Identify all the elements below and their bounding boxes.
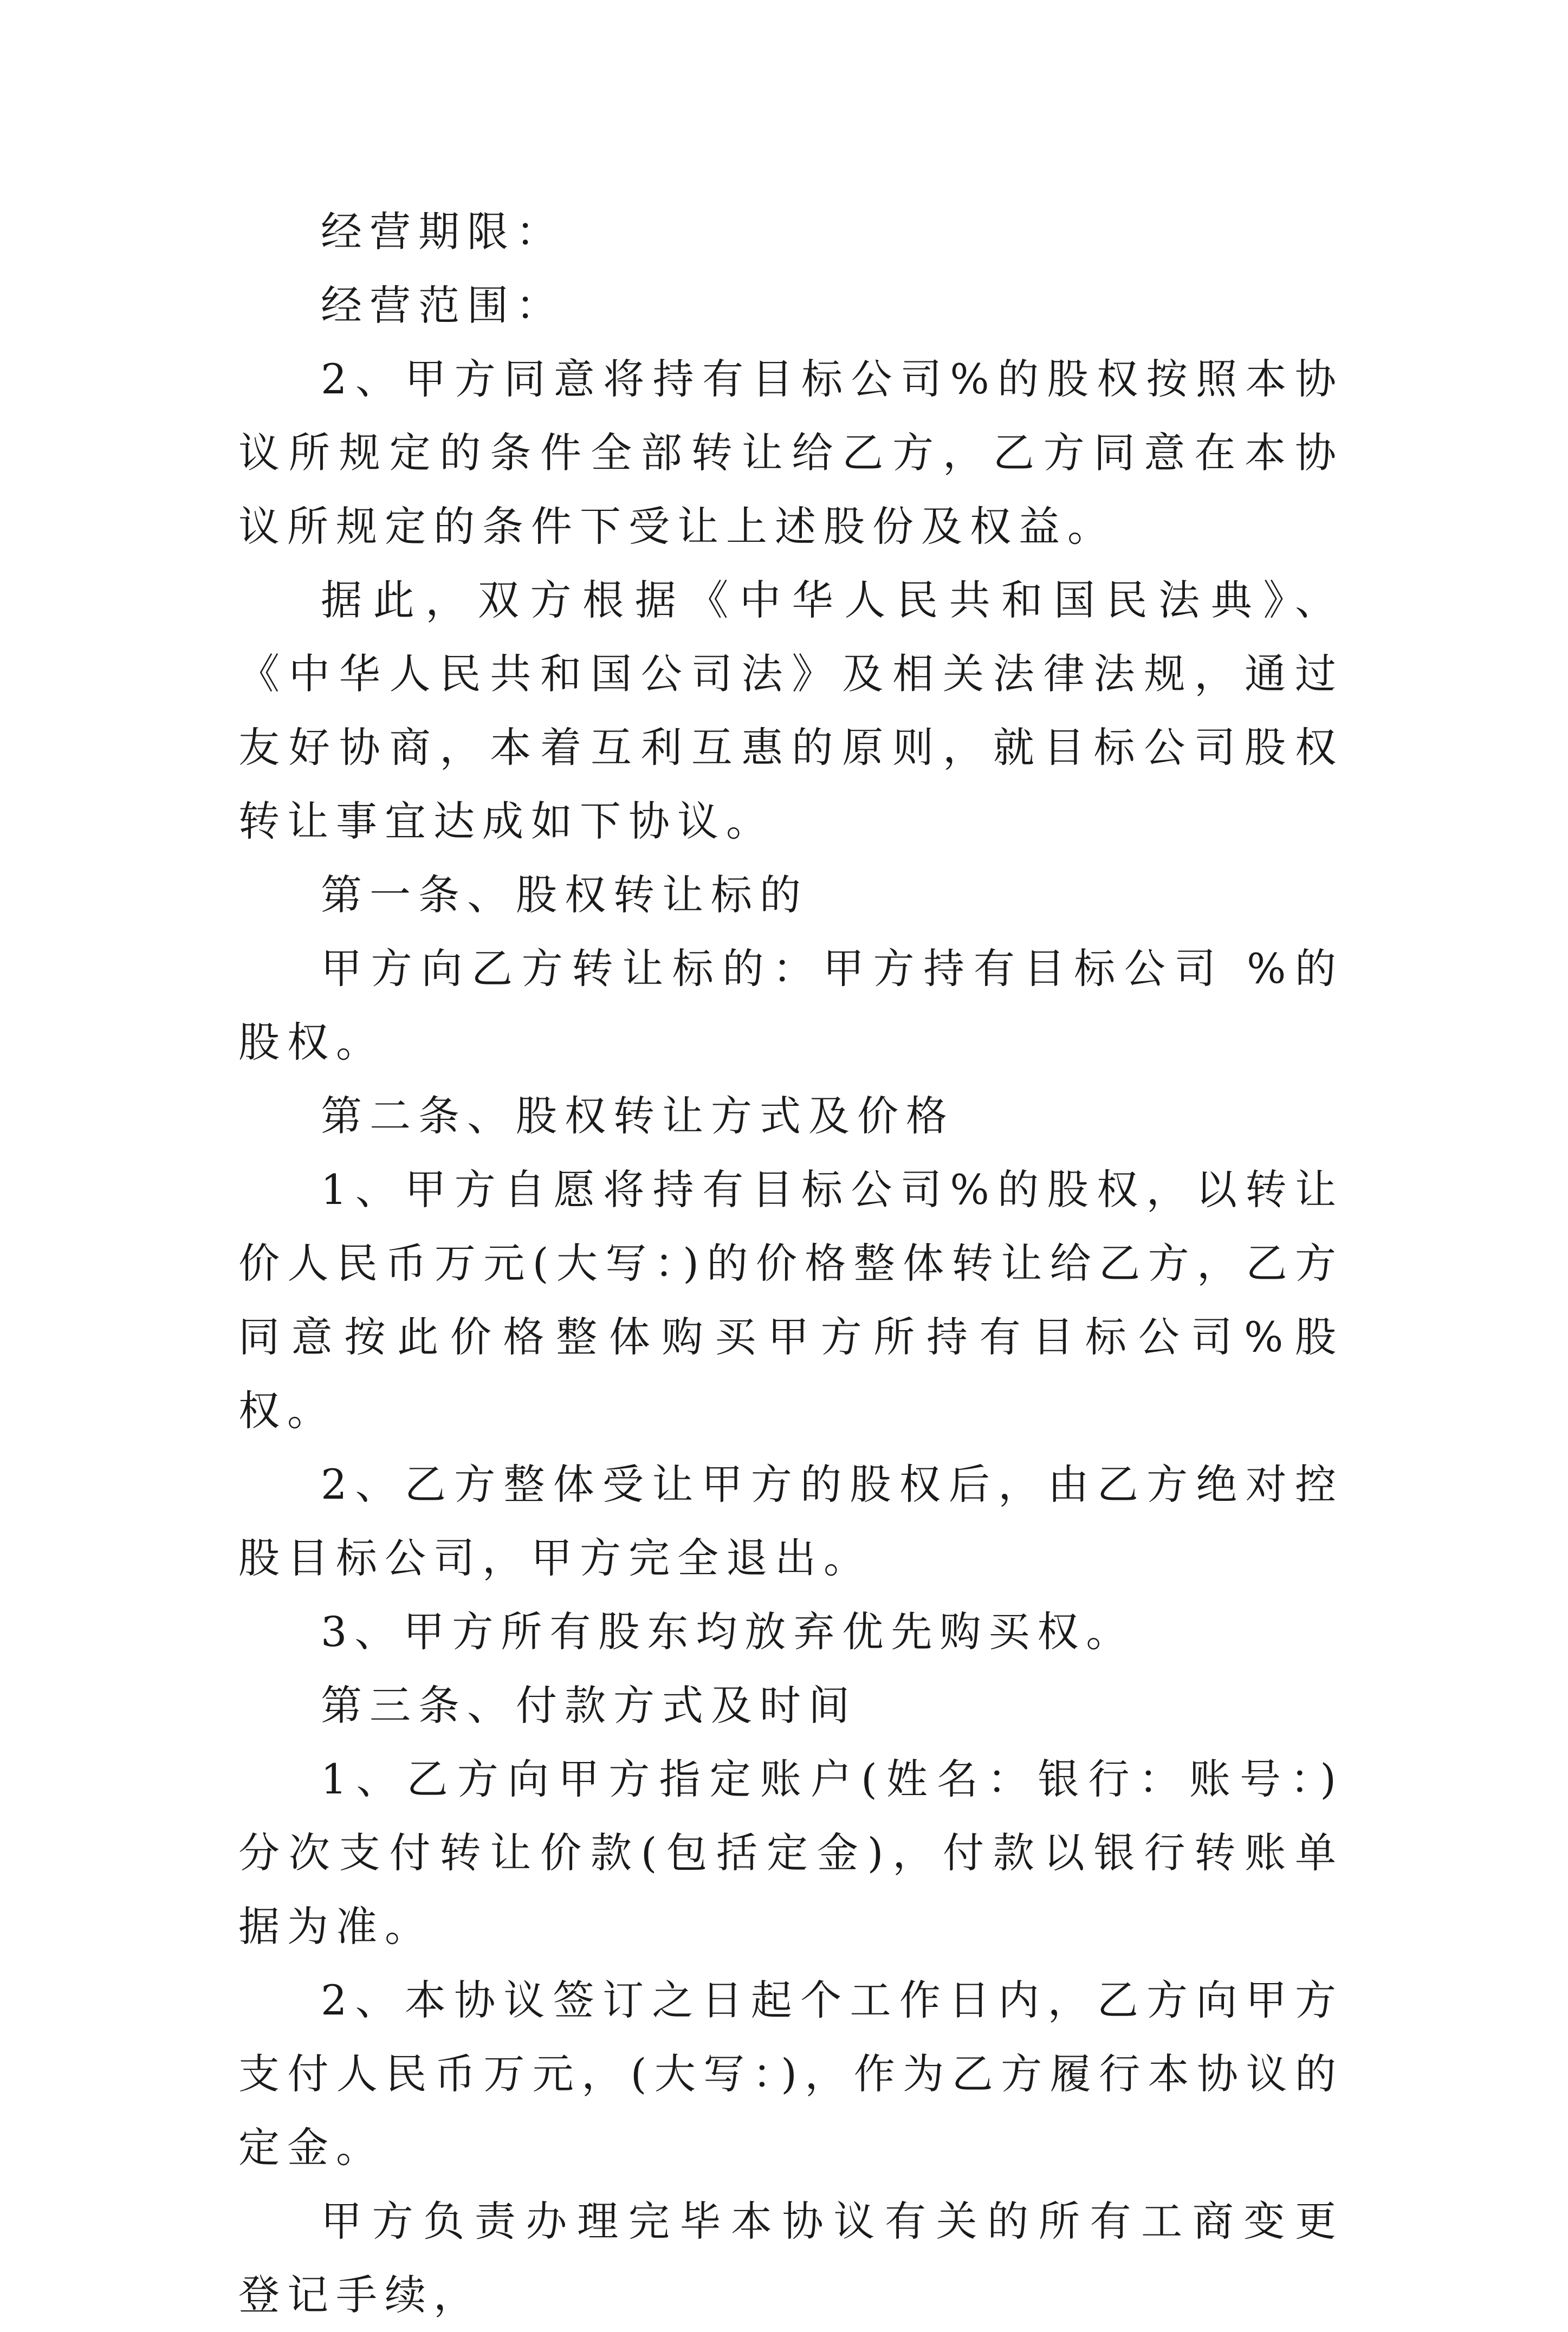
paragraph-transfer-subject: 甲方向乙方转让标的：甲方持有目标公司 %的股权。 — [238, 944, 1344, 1066]
paragraph-deposit: 2、本协议签订之日起个工作日内，乙方向甲方支付人民币万元，(大写：)，作为乙方履行本协议的定金。 — [238, 1976, 1344, 2172]
paragraph-transfer-agreement: 2、甲方同意将持有目标公司%的股权按照本协议所规定的条件全部转让给乙方，乙方同意在本协议所规定的条件下受让上述股份及权益。 — [238, 355, 1344, 550]
article-1-heading: 第一条、股权转让标的 — [321, 871, 808, 919]
document-body — [238, 195, 1344, 2332]
paragraph-payment-account: 1、乙方向甲方指定账户(姓名：银行：账号：)分次支付转让价款(包括定金)，付款以银行转账单据为准。 — [238, 1755, 1344, 1951]
article-2-heading: 第二条、股权转让方式及价格 — [321, 1092, 955, 1140]
paragraph-transfer-price: 1、甲方自愿将持有目标公司%的股权，以转让价人民币万元(大写：)的价格整体转让给乙方，乙方同意按此价格整体购买甲方所持有目标公司%股权。 — [238, 1165, 1344, 1435]
paragraph-control: 2、乙方整体受让甲方的股权后，由乙方绝对控股目标公司，甲方完全退出。 — [238, 1460, 1344, 1582]
paragraph-preemptive-right: 3、甲方所有股东均放弃优先购买权。 — [321, 1608, 1135, 1656]
paragraph-business-scope: 经营范围： — [321, 281, 565, 329]
article-3-heading: 第三条、付款方式及时间 — [321, 1681, 857, 1729]
paragraph-registration: 甲方负责办理完毕本协议有关的所有工商变更登记手续， — [238, 2197, 1344, 2319]
paragraph-legal-basis: 据此，双方根据《中华人民共和国民法典》、《中华人民共和国公司法》及相关法律法规，通过友好协商，本着互利互惠的原则，就目标公司股权转让事宜达成如下协议。 — [238, 576, 1344, 845]
paragraph-operating-period: 经营期限： — [321, 208, 565, 256]
